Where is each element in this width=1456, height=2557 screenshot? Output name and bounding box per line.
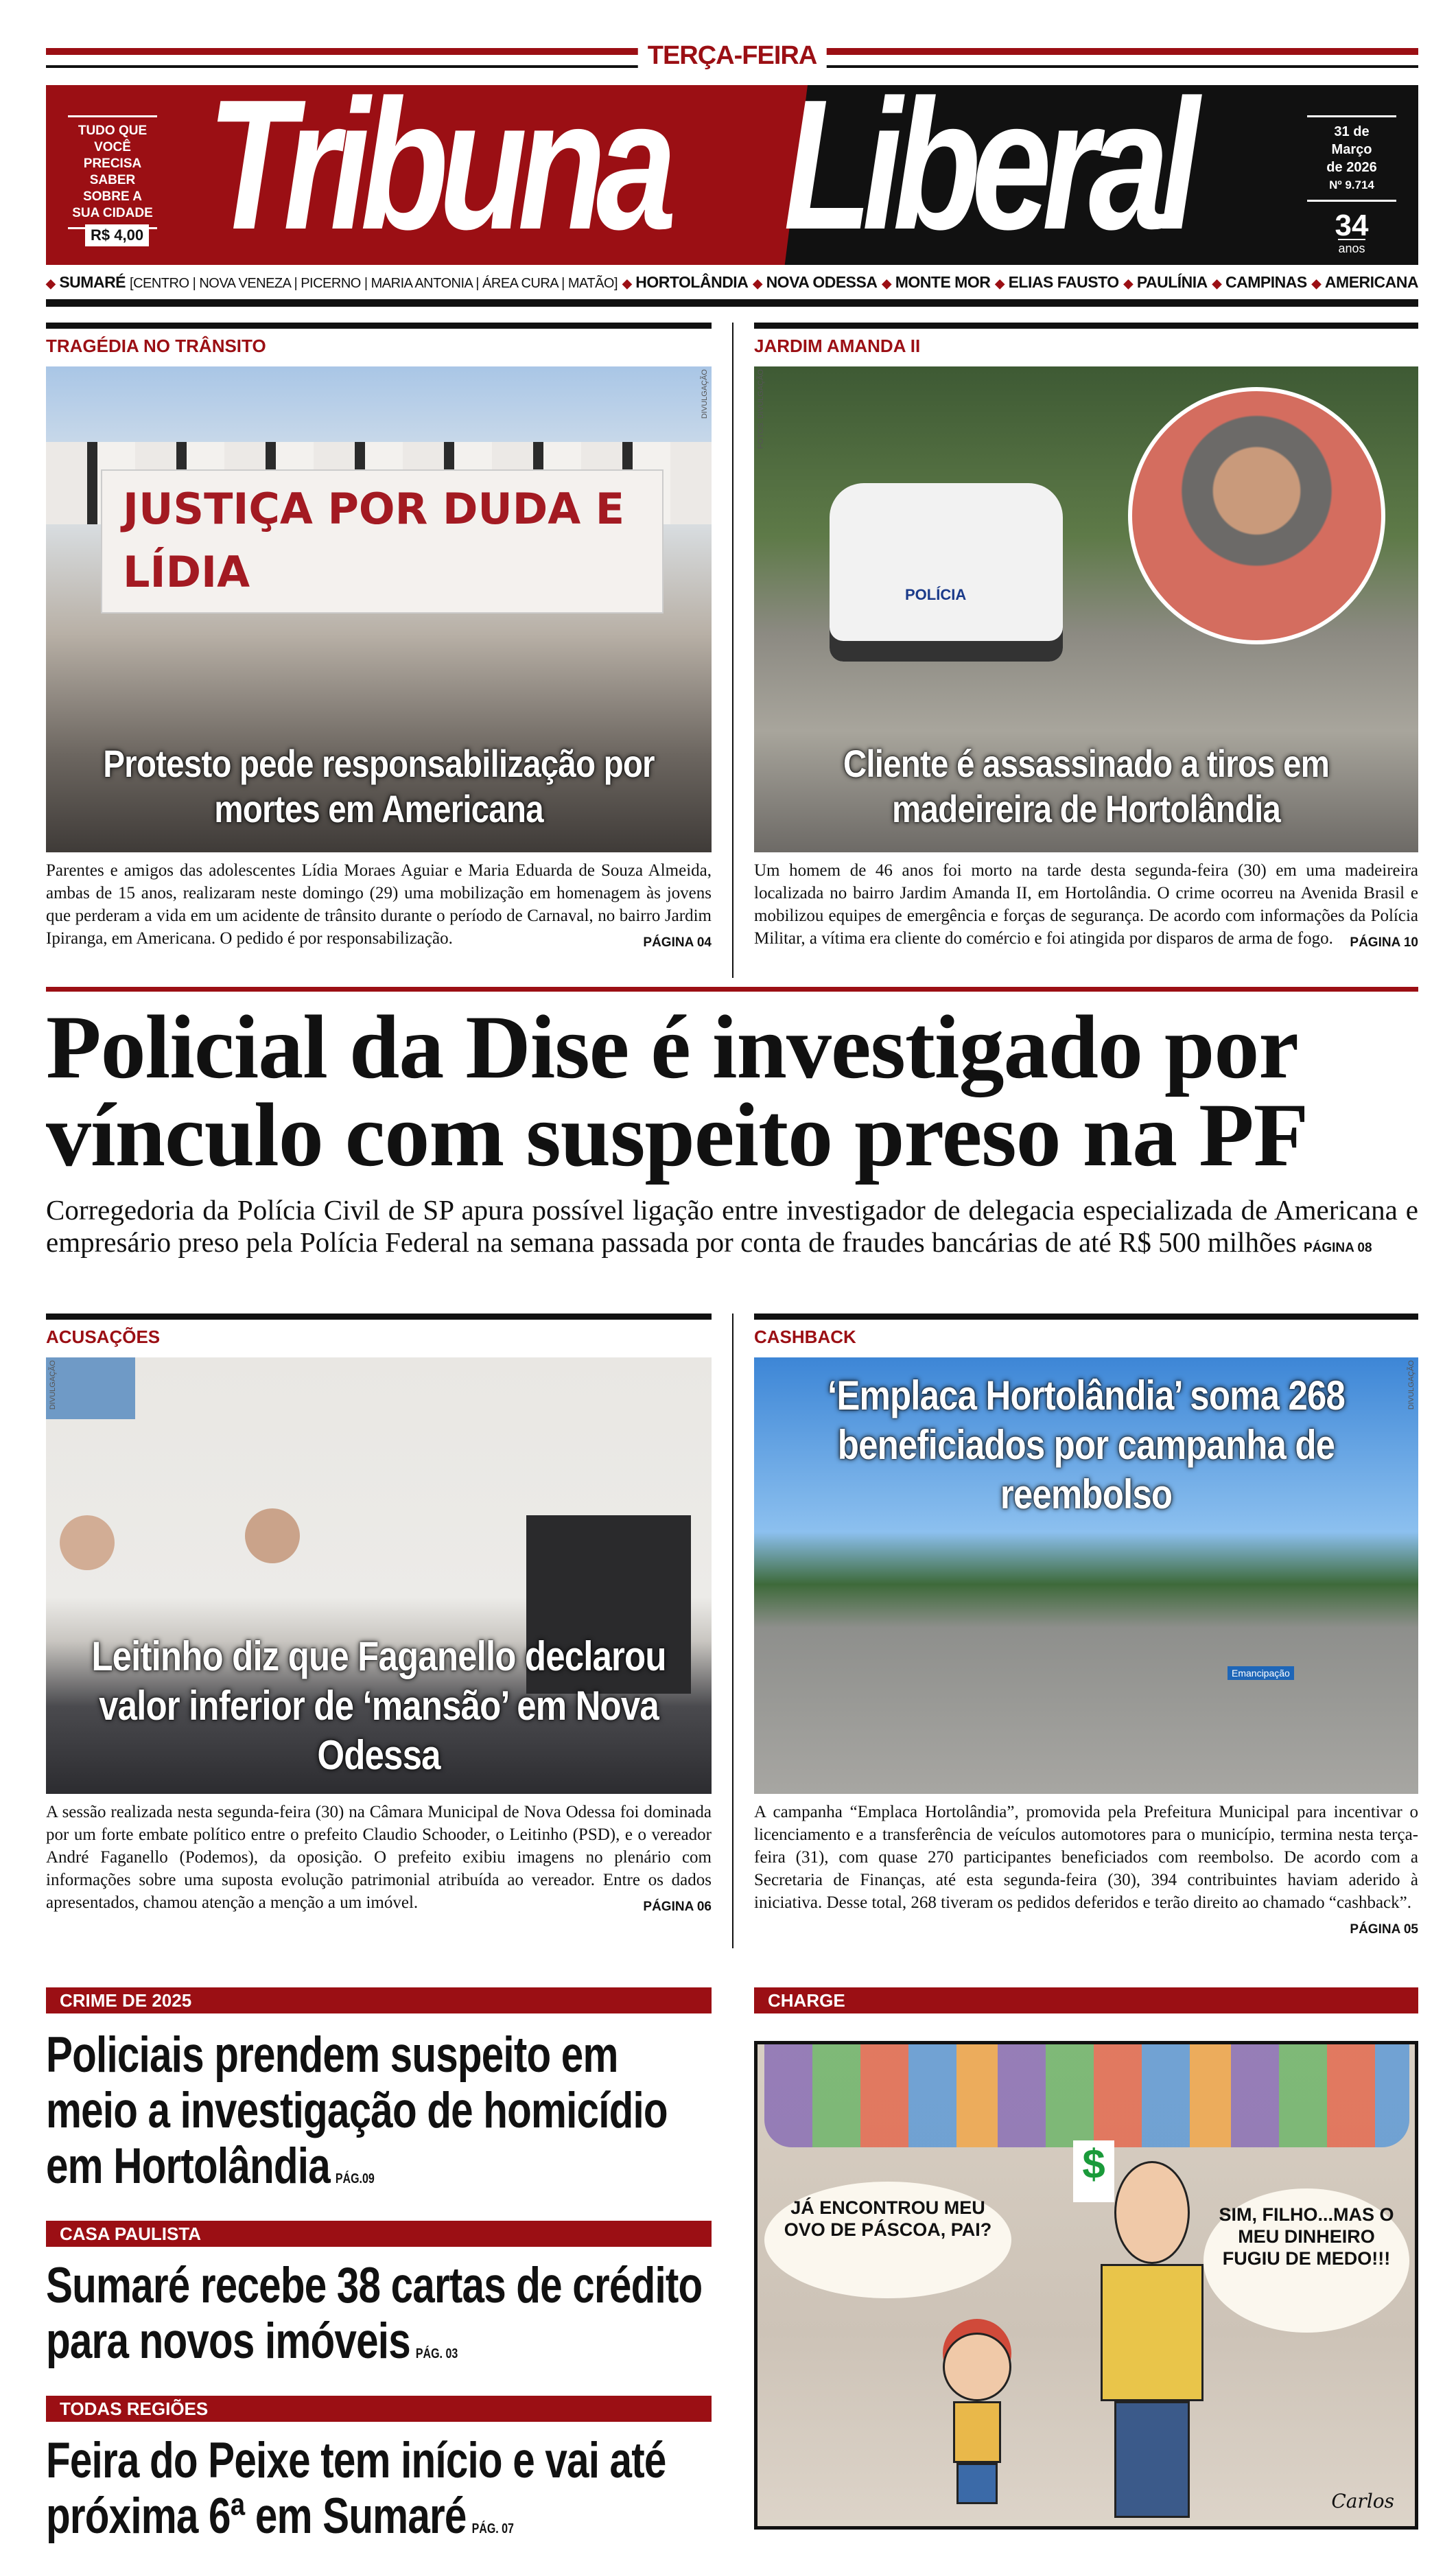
page-ref[interactable]: PÁGINA 04: [643, 935, 712, 950]
story-text: A sessão realizada nesta segunda-feira (30) na Câmara Municipal de Nova Odessa foi dominada por um forte embate político entre o prefeito Claudio Schooder, o Leitinho (PSD), e o vereador André Faganello (Podemos), da oposição. O prefeito exibiu imagens no plenário com informações sobre uma suposta evolução patrimonial atribuída ao vereador. Entre os dados apresentados, chamou atenção a menção a um imóvel. PÁGINA 06: [46, 1801, 712, 1914]
section-label: JARDIM AMANDA II: [754, 336, 921, 356]
dollar-sign: $: [1073, 2140, 1114, 2202]
tagline: TUDO QUE VOCÊ PRECISA SABER SOBRE A SUA CIDADE: [68, 115, 157, 229]
story-text: A campanha “Emplaca Hortolândia”, promovida pela Prefeitura Municipal para incentivar o licenciamento e a transferência de veículos automotores para o município, termina nesta terça-feira (31), com quase 270 participantes beneficiados com reembolso. De acordo com a Secretaria de Finanças, até esta segunda-feira (30), 394 contribuintes haviam aderido à iniciativa. Desse total, 268 tiveram os pedidos deferidos e terão direito ao chamado “cashback”. PÁGINA 05: [754, 1801, 1418, 1914]
price: R$ 4,00: [85, 224, 149, 246]
divider: [46, 299, 1418, 307]
brief-headline[interactable]: Policiais prendem suspeito em meio a investigação de homicídio em Hortolândia PÁG.09: [46, 2027, 668, 2194]
years-number: 34: [1335, 209, 1369, 242]
date-day: 31 de: [1334, 124, 1370, 139]
logo-liberal: Liberal: [784, 85, 1190, 265]
cartoon: [754, 2041, 1418, 2530]
page-ref: PÁG. 07: [471, 2521, 514, 2536]
photo-credit: DIVULGAÇÃO: [701, 369, 709, 419]
date-box: [1307, 115, 1396, 202]
section-label: CASA PAULISTA: [46, 2221, 712, 2247]
city-link[interactable]: ◆ HORTOLÂNDIA: [622, 273, 748, 292]
section-label: ACUSAÇÕES: [46, 1327, 161, 1347]
headline[interactable]: Cliente é assassinado a tiros em madeireira de Hortolândia: [843, 742, 1330, 830]
section-label: CASHBACK: [754, 1327, 856, 1347]
briefs-column: [46, 1987, 712, 2557]
headline[interactable]: Leitinho diz que Faganello declarou valor inferior de ‘mansão’ em Nova Odessa: [91, 1633, 666, 1778]
protest-photo: [46, 366, 712, 852]
page-ref: PÁG. 03: [415, 2346, 458, 2361]
headline[interactable]: Protesto pede responsabilização por mortes em Americana: [103, 742, 655, 830]
masthead: [46, 85, 1418, 265]
story-murder[interactable]: [754, 323, 1418, 954]
date-year: de 2026: [1326, 160, 1377, 175]
city-link[interactable]: ◆ AMERICANA: [1312, 273, 1418, 292]
lead-subhead: Corregedoria da Polícia Civil de SP apura possível ligação entre investigador de delegacia especializada de Americana e empresário preso pela Polícia Federal na semana passada por conta de fraudes bancárias de até R$ 500 milhões PÁGINA 08: [46, 1194, 1418, 1258]
cities-nav: [46, 273, 1418, 292]
brief-headline[interactable]: Sumaré recebe 38 cartas de crédito para novos imóveis PÁG. 03: [46, 2258, 703, 2369]
years-label: anos: [1338, 239, 1365, 255]
photo-credit: DIVULGAÇÃO: [49, 1360, 57, 1410]
city-link[interactable]: ◆ CAMPINAS: [1212, 273, 1307, 292]
city-link[interactable]: ◆ PAULÍNIA: [1124, 273, 1208, 292]
city-link[interactable]: ◆ ELIAS FAUSTO: [995, 273, 1118, 292]
city-link[interactable]: ◆ MONTE MOR: [882, 273, 990, 292]
brief-headline[interactable]: Feira do Peixe tem início e vai até próxima 6ª em Sumaré PÁG. 07: [46, 2433, 666, 2544]
date-month: Março: [1331, 142, 1372, 157]
page-ref: PÁG.09: [335, 2171, 375, 2186]
column-divider: [732, 323, 733, 978]
weekday-bar: [46, 43, 1418, 73]
section-label: CRIME DE 2025: [46, 1987, 712, 2013]
section-label: TODAS REGIÕES: [46, 2396, 712, 2422]
page-ref[interactable]: PÁGINA 08: [1303, 1241, 1372, 1255]
story-text: Um homem de 46 anos foi morto na tarde desta segunda-feira (30) em uma madeireira localizada no bairro Jardim Amanda II, em Hortolândia. O crime ocorreu na Avenida Brasil e mobilizou equipes de emergência e forças de segurança. De acordo com informações da Polícia Militar, a vítima era cliente do comércio e foi atingida por disparos de arma de fogo. PÁGINA 10: [754, 859, 1418, 950]
weekday: TERÇA-FEIRA: [638, 41, 827, 71]
page-ref[interactable]: PÁGINA 05: [1350, 1922, 1418, 1937]
divider: [46, 987, 1418, 992]
lead-story: [46, 996, 1418, 1264]
crime-scene-photo: [754, 366, 1418, 852]
lead-headline[interactable]: Policial da Dise é investigado por vínculo com suspeito preso na PF: [46, 996, 1308, 1185]
protest-banner: JUSTIÇA POR DUDA E LÍDIA: [101, 469, 664, 614]
story-leitinho[interactable]: [46, 1313, 712, 1918]
artist-signature: Carlos: [1331, 2490, 1394, 2512]
years-badge: [1307, 210, 1396, 256]
column-divider: [732, 1313, 733, 1948]
victim-portrait: [1128, 387, 1385, 644]
speech-bubble-father: SIM, FILHO...MAS O MEU DINHEIRO FUGIU DE MEDO!!!: [1203, 2188, 1409, 2333]
son-figure: [943, 2333, 1011, 2525]
story-protest[interactable]: [46, 323, 712, 954]
intersection-photo: [754, 1357, 1418, 1794]
city-link[interactable]: ◆ NOVA ODESSA: [753, 273, 877, 292]
story-text: Parentes e amigos das adolescentes Lídia Moraes Aguiar e Maria Eduarda de Souza Almeida, ambas de 15 anos, realizaram neste domingo (29) uma mobilização em homenagem às jovens que perderam a vida em um acidente de trânsito durante o período de Carnaval, no bairro Jardim Ipiranga, em Americana. O pedido é por responsabilização. PÁGINA 04: [46, 859, 712, 950]
page-ref[interactable]: PÁGINA 06: [643, 1900, 712, 1914]
photo-credit: FOTOS: DIVULGAÇÃO: [757, 369, 765, 449]
section-label: CHARGE: [754, 1987, 1418, 2013]
easter-eggs: [764, 2044, 1409, 2147]
section-label: TRAGÉDIA NO TRÂNSITO: [46, 336, 266, 356]
headline[interactable]: ‘Emplaca Hortolândia’ soma 268 beneficiados por campanha de reembolso: [827, 1373, 1345, 1517]
council-photo: [46, 1357, 712, 1794]
father-figure: [1114, 2161, 1197, 2518]
cartoon-section: [754, 1987, 1418, 2530]
story-emplaca[interactable]: [754, 1313, 1418, 1941]
car-label: POLÍCIA: [905, 586, 967, 603]
speech-bubble-son: JÁ ENCONTROU MEU OVO DE PÁSCOA, PAI?: [764, 2182, 1011, 2298]
photo-credit: DIVULGAÇÃO: [1407, 1360, 1416, 1410]
edition-number: Nº 9.714: [1329, 178, 1374, 191]
page-ref[interactable]: PÁGINA 10: [1350, 935, 1418, 950]
logo-tribuna: Tribuna: [207, 85, 668, 265]
city-link[interactable]: ◆ SUMARÉ [CENTRO | NOVA VENEZA | PICERNO | MARIA ANTONIA | ÁREA CURA | MATÃO]: [46, 273, 618, 292]
street-sign: Emancipação: [1228, 1666, 1294, 1680]
